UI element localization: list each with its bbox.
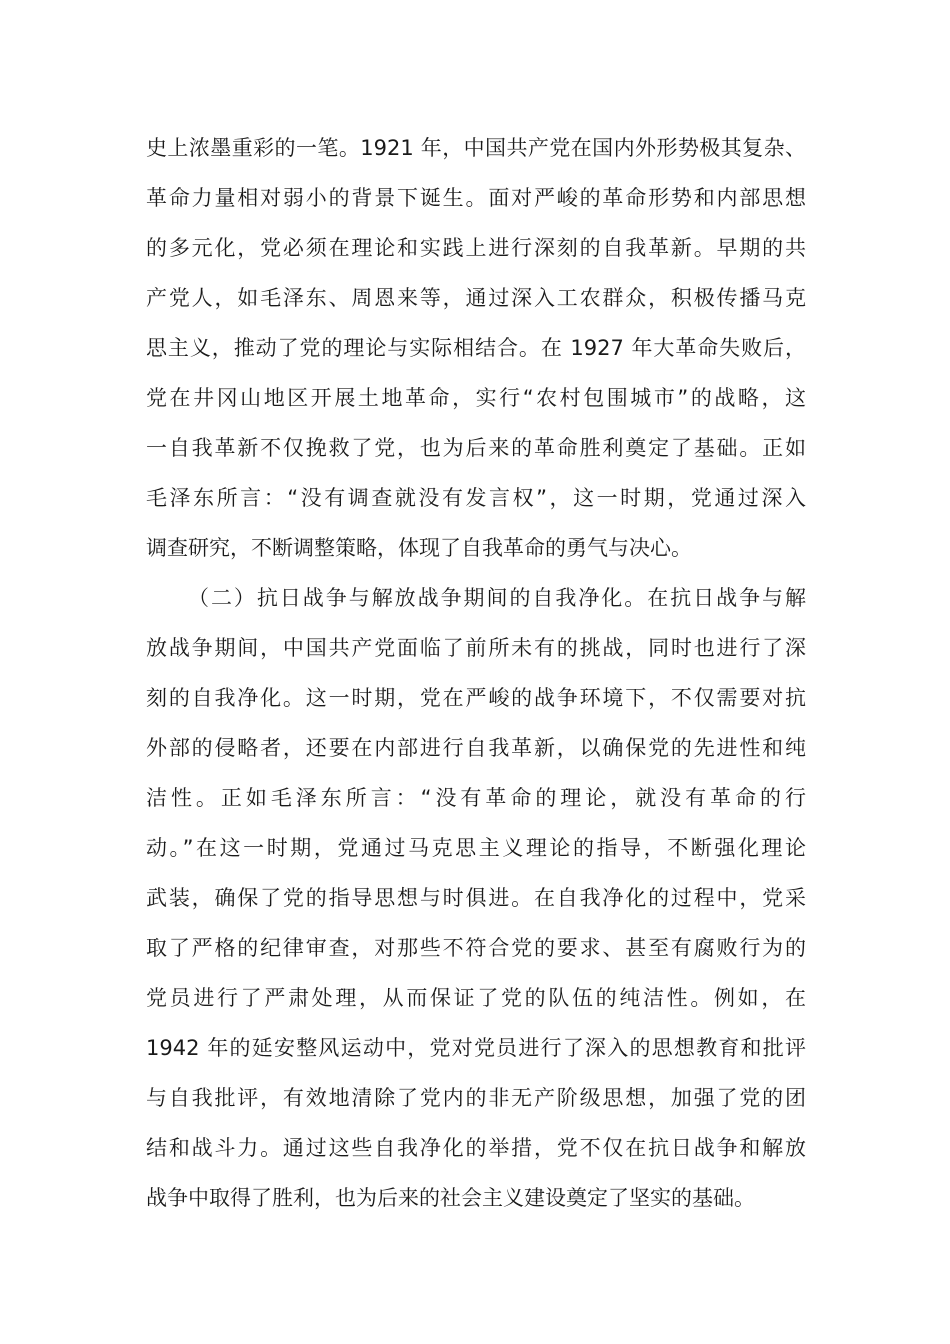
text-line: 刻的自我净化。这一时期，党在严峻的战争环境下，不仅需要对抗 (146, 686, 806, 710)
body-text (146, 123, 806, 1223)
text-line: 思主义，推动了党的理论与实际相结合。在 1927 年大革命失败后， (146, 336, 806, 360)
text-line: 的多元化，党必须在理论和实践上进行深刻的自我革新。早期的共 (146, 236, 806, 260)
text-line: 武装，确保了党的指导思想与时俱进。在自我净化的过程中，党采 (146, 886, 806, 910)
text-line: 取了严格的纪律审查，对那些不符合党的要求、甚至有腐败行为的 (146, 936, 806, 960)
text-line: 毛泽东所言：“没有调查就没有发言权”，这一时期，党通过深入 (146, 486, 806, 510)
text-line: 史上浓墨重彩的一笔。1921 年，中国共产党在国内外形势极其复杂、 (146, 136, 806, 160)
text-line: 调查研究，不断调整策略，体现了自我革命的勇气与决心。 (146, 536, 692, 560)
text-line: 革命力量相对弱小的背景下诞生。面对严峻的革命形势和内部思想 (146, 186, 806, 210)
text-line: 党在井冈山地区开展土地革命，实行“农村包围城市”的战略，这 (146, 386, 806, 410)
text-line: 结和战斗力。通过这些自我净化的举措，党不仅在抗日战争和解放 (146, 1136, 806, 1160)
text-line: 1942 年的延安整风运动中，党对党员进行了深入的思想教育和批评 (146, 1036, 806, 1060)
paragraph-2 (146, 573, 806, 1223)
text-line: 一自我革新不仅挽救了党，也为后来的革命胜利奠定了基础。正如 (146, 436, 806, 460)
text-line: 战争中取得了胜利，也为后来的社会主义建设奠定了坚实的基础。 (146, 1186, 755, 1210)
text-line: 党员进行了严肃处理，从而保证了党的队伍的纯洁性。例如，在 (146, 986, 806, 1010)
text-line: 与自我批评，有效地清除了党内的非无产阶级思想，加强了党的团 (146, 1086, 806, 1110)
section-heading-line: （二）抗日战争与解放战争期间的自我净化。在抗日战争与解 (188, 586, 806, 610)
text-line: 外部的侵略者，还要在内部进行自我革新，以确保党的先进性和纯 (146, 736, 806, 760)
text-line: 动。”在这一时期，党通过马克思主义理论的指导，不断强化理论 (146, 836, 806, 860)
text-line: 放战争期间，中国共产党面临了前所未有的挑战，同时也进行了深 (146, 636, 806, 660)
text-line: 产党人，如毛泽东、周恩来等，通过深入工农群众，积极传播马克 (146, 286, 806, 310)
text-line: 洁性。正如毛泽东所言：“没有革命的理论，就没有革命的行 (146, 786, 806, 810)
paragraph-1 (146, 123, 806, 573)
